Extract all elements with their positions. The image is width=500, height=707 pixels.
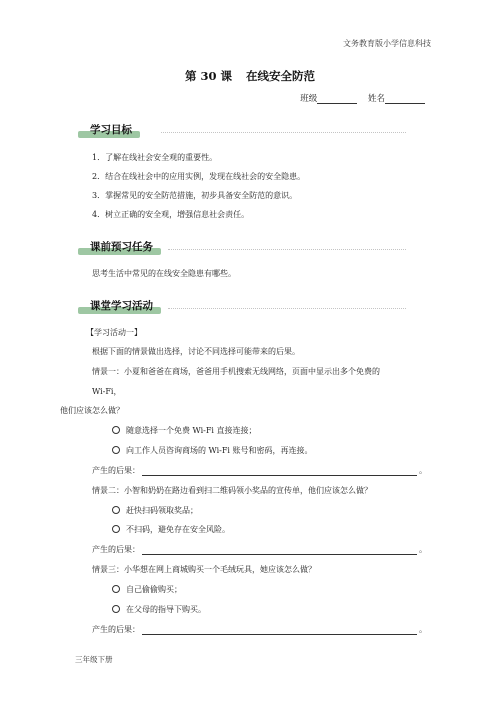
- activity-label: 【学习活动一】: [86, 328, 142, 337]
- consequence-3: 产生的后果： 。: [92, 625, 427, 634]
- goal-item: 1．了解在线社会安全观的重要性。: [92, 153, 218, 162]
- goal-item: 3．掌握常见的安全防范措施，初步具备安全防范的意识。: [92, 191, 298, 200]
- option-s1-1[interactable]: 随意选择一个免费 Wi-Fi 直接连接；: [112, 425, 257, 436]
- section-heading-preview: 课前预习任务: [78, 240, 161, 253]
- class-label: 班级: [300, 94, 318, 104]
- consequence-2-blank[interactable]: [142, 545, 417, 555]
- option-s2-2[interactable]: 不扫码，避免存在安全风险。: [112, 524, 230, 535]
- lesson-name: 在线安全防范: [246, 69, 316, 83]
- section-heading-goals: 学习目标: [78, 123, 140, 136]
- name-label: 姓名: [367, 94, 385, 104]
- scenario-2: 情景二：小智和奶奶在路边看到扫二维码领小奖品的宣传单，他们应该怎么做？: [92, 486, 372, 495]
- section-preview: [76, 240, 406, 256]
- preview-text: 思考生活中常见的在线安全隐患有哪些。: [92, 269, 236, 278]
- scenario-1-cont: Wi-Fi，: [92, 387, 122, 396]
- scenario-1: 情景一：小夏和爸爸在商场，爸爸用手机搜索无线网络，页面中显示出多个免费的: [92, 367, 380, 376]
- lesson-title: [0, 68, 500, 84]
- section-activity: [76, 299, 406, 315]
- radio-circle-icon[interactable]: [112, 506, 120, 514]
- consequence-3-blank[interactable]: [142, 625, 417, 635]
- scenario-3: 情景三：小华想在网上商城购买一个毛绒玩具，她应该怎么做？: [92, 565, 316, 574]
- section-divider: [168, 308, 406, 309]
- radio-circle-icon[interactable]: [112, 605, 120, 613]
- radio-circle-icon[interactable]: [112, 585, 120, 593]
- radio-circle-icon[interactable]: [112, 446, 120, 454]
- radio-circle-icon[interactable]: [112, 426, 120, 434]
- radio-circle-icon[interactable]: [112, 525, 120, 533]
- section-divider: [161, 132, 406, 133]
- publisher-header: 文务教育版小学信息科技: [343, 39, 431, 48]
- option-s3-2[interactable]: 在父母的指导下购买。: [112, 604, 206, 615]
- section-goals: [76, 123, 406, 139]
- consequence-2: 产生的后果： 。: [92, 545, 427, 554]
- lesson-number: 第 30 课: [184, 69, 232, 83]
- class-blank[interactable]: [317, 94, 357, 104]
- option-s1-2[interactable]: 向工作人员咨询商场的 Wi-Fi 账号和密码，再连接。: [112, 445, 313, 456]
- footer-grade: 三年级下册: [75, 655, 113, 664]
- activity-intro: 根据下面的情景做出选择，讨论不同选择可能带来的后果。: [92, 347, 300, 356]
- consequence-1-blank[interactable]: [142, 466, 417, 476]
- option-s2-1[interactable]: 赶快扫码领取奖品；: [112, 505, 198, 516]
- goal-item: 4．树立正确的安全观，增强信息社会责任。: [92, 210, 250, 219]
- student-info: [300, 92, 425, 104]
- section-heading-activity: 课堂学习活动: [78, 299, 161, 312]
- consequence-1: 产生的后果： 。: [92, 466, 427, 475]
- name-blank[interactable]: [385, 94, 425, 104]
- option-s3-1[interactable]: 自己偷偷购买；: [112, 584, 182, 595]
- scenario-1-question: 他们应该怎么做？: [60, 406, 124, 415]
- section-divider: [168, 249, 406, 250]
- goal-item: 2．结合在线社会中的应用实例，发现在线社会的安全隐患。: [92, 172, 306, 181]
